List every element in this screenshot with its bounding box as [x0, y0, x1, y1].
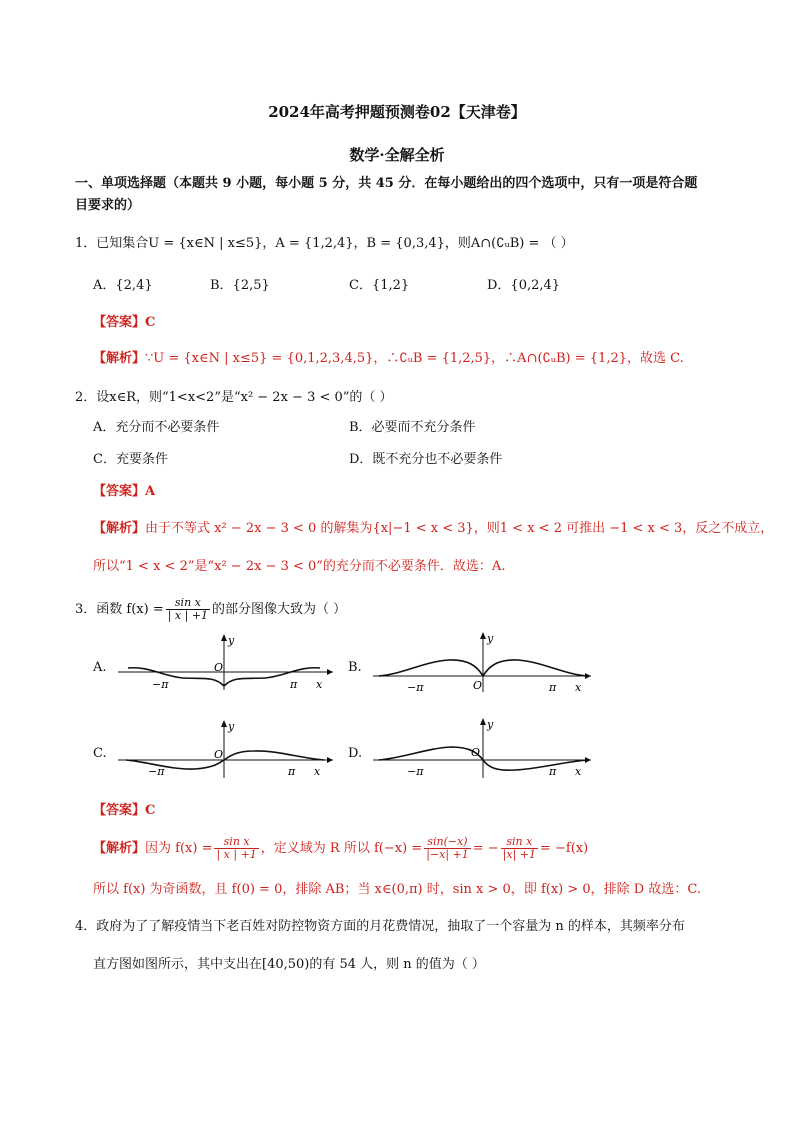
- pi-label: π: [549, 765, 557, 778]
- q3-stem-pre: 3．函数 f(x) =: [75, 602, 164, 617]
- section-heading-line1: 一、单项选择题（本题共 9 小题，每小题 5 分，共 45 分．在每小题给出的四个选项中，只有一项是符合题: [75, 176, 698, 191]
- y-label: y: [228, 634, 235, 647]
- q2-option-b: B．必要而不充分条件: [349, 420, 476, 435]
- q3-option-a-label: A.: [93, 660, 107, 675]
- y-label: y: [487, 632, 494, 645]
- q3-a1-frac3-num: sin x: [501, 836, 538, 849]
- q3-frac-den: | x | +1: [167, 609, 209, 622]
- x-axis-arrow-icon: [327, 669, 333, 675]
- neg-pi-label: −π: [407, 681, 424, 694]
- q3-graph-a: [118, 632, 338, 694]
- q2-option-d: D．既不充分也不必要条件: [349, 452, 503, 467]
- q2-answer: 【答案】A: [93, 484, 156, 499]
- origin-label: O: [214, 748, 224, 761]
- q3-frac-num: sin x: [166, 597, 210, 610]
- q3-a1-end: = −f(x): [539, 841, 589, 856]
- y-label: y: [487, 718, 494, 731]
- q3-option-b-label: B.: [348, 660, 362, 675]
- origin-label: O: [471, 746, 481, 759]
- q2-option-a: A．充分而不必要条件: [93, 420, 220, 435]
- y-label: y: [228, 720, 235, 733]
- origin-label: O: [473, 679, 483, 692]
- y-axis-arrow-icon: [221, 720, 227, 727]
- q3-a1-frac2-den: |−x| +1: [426, 848, 469, 861]
- q3-a1-pre: 因为 f(x) =: [145, 841, 213, 856]
- q1-stem: 1．已知集合U = {x∈N | x≤5}，A = {1,2,4}，B = {0,3,4}，则A∩(∁ᵤB) = （ ）: [75, 236, 574, 251]
- q2-analysis-line2: 所以“1 < x < 2”是“x² − 2x − 3 < 0”的充分而不必要条件．故选：A.: [93, 559, 506, 574]
- x-label: x: [575, 681, 582, 694]
- q3-graph-b: [373, 630, 595, 694]
- q3-option-c-label: C.: [93, 746, 107, 761]
- page-subtitle: 数学·全解全析: [349, 146, 445, 164]
- neg-pi-label: −π: [407, 765, 424, 778]
- x-label: x: [316, 678, 323, 691]
- q4-line2: 直方图如图所示，其中支出在[40,50)的有 54 人，则 n 的值为（ ）: [93, 957, 485, 972]
- page-title: 2024年高考押题预测卷02【天津卷】: [268, 103, 526, 121]
- q3-a1-frac1-den: | x | +1: [216, 848, 257, 861]
- q1-option-c: C．{1,2}: [349, 278, 410, 293]
- origin-label: O: [214, 661, 224, 674]
- q3-graph-d: [373, 716, 595, 780]
- y-axis-arrow-icon: [480, 718, 486, 725]
- q3-stem: [75, 597, 346, 622]
- q3-a1-frac1-num: sin x: [214, 836, 258, 849]
- q3-a1-frac3: [501, 836, 538, 861]
- x-label: x: [575, 765, 582, 778]
- q1-analysis-text: ∵U = {x∈N | x≤5} = {0,1,2,3,4,5}，∴∁ᵤB = {1,2,5}，∴A∩(∁ᵤB) = {1,2}，故选 C.: [145, 351, 684, 366]
- q3-answer: 【答案】C: [93, 803, 156, 818]
- q1-option-d: D．{0,2,4}: [487, 278, 561, 293]
- y-axis-arrow-icon: [480, 632, 486, 639]
- q2-option-c: C．充要条件: [93, 452, 168, 467]
- q1-option-a: A．{2,4}: [93, 278, 153, 293]
- section-heading-line2: 目要求的）: [75, 198, 141, 213]
- q2-analysis-label: 【解析】: [93, 521, 146, 536]
- y-axis-arrow-icon: [221, 634, 227, 641]
- neg-pi-label: −π: [148, 765, 165, 778]
- q1-option-b: B．{2,5}: [210, 278, 270, 293]
- q1-answer: 【答案】C: [93, 315, 156, 330]
- q3-analysis-line1: [93, 836, 588, 861]
- q3-a1-frac3-den: |x| +1: [502, 848, 536, 861]
- q3-a1-frac2: [424, 836, 471, 861]
- q3-a1-mid: ，定义域为 R 所以 f(−x) =: [260, 841, 423, 856]
- q2-analysis-text1: 由于不等式 x² − 2x − 3 < 0 的解集为{x|−1 < x < 3}，则1 < x < 2 可推出 −1 < x < 3，反之不成立，: [145, 521, 774, 536]
- q3-a1-frac1: [214, 836, 258, 861]
- q3-stem-post: 的部分图像大致为（ ）: [212, 602, 347, 617]
- q3-analysis-label: 【解析】: [93, 841, 146, 856]
- pi-label: π: [290, 678, 298, 691]
- pi-label: π: [288, 765, 296, 778]
- q3-fraction: [166, 597, 210, 622]
- x-axis-arrow-icon: [327, 757, 333, 763]
- q3-analysis-line2: 所以 f(x) 为奇函数，且 f(0) = 0，排除 AB；当 x∈(0,π) 时，sin x > 0，即 f(x) > 0，排除 D 故选：C.: [93, 882, 701, 897]
- q2-stem: 2．设x∈R，则“1<x<2”是“x² − 2x − 3 < 0”的（ ）: [75, 390, 393, 405]
- q3-option-d-label: D.: [348, 746, 363, 761]
- x-label: x: [314, 765, 321, 778]
- q3-a1-eq: = −: [472, 841, 499, 856]
- q1-analysis-label: 【解析】: [93, 351, 146, 366]
- q2-analysis-line1: [93, 520, 773, 538]
- neg-pi-label: −π: [152, 678, 169, 691]
- pi-label: π: [549, 681, 557, 694]
- q3-a1-frac2-num: sin(−x): [424, 836, 471, 849]
- q4-line1: 4．政府为了了解疫情当下老百姓对防控物资方面的月花费情况，抽取了一个容量为 n 的样本，其频率分布: [75, 919, 685, 934]
- q3-graph-c: [118, 718, 338, 780]
- q1-analysis: [93, 350, 684, 368]
